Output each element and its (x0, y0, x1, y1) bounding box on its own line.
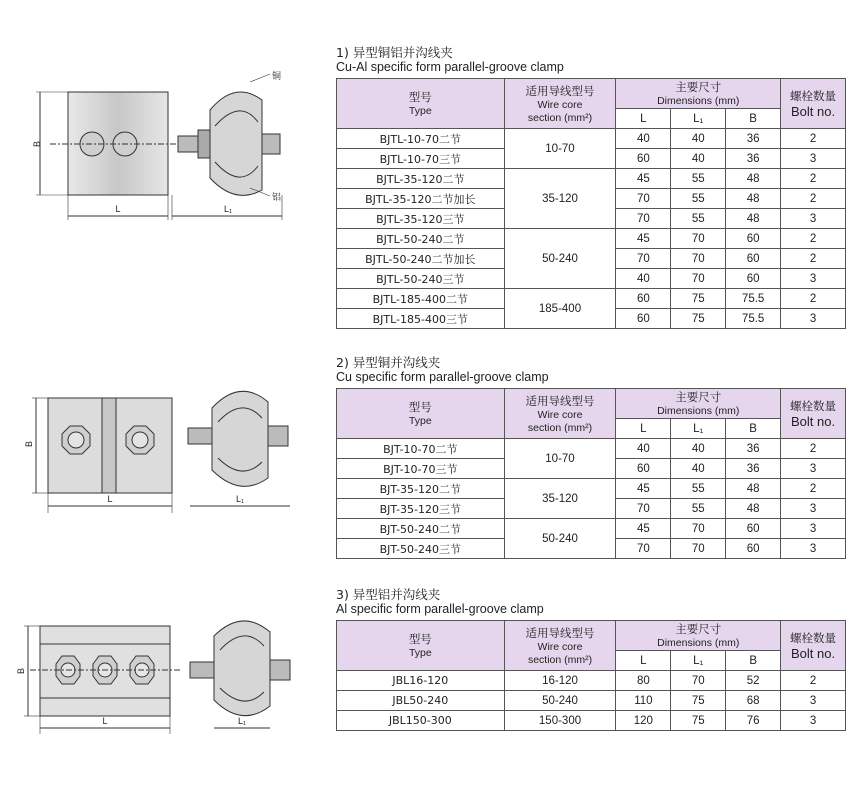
cell-b: 36 (726, 439, 781, 459)
cell-l: 40 (616, 439, 671, 459)
cell-type: BJTL-35-120三节 (337, 209, 505, 229)
section-al (336, 588, 846, 731)
cell-l1: 75 (671, 691, 726, 711)
dim-label-l1: L₁ (223, 204, 233, 214)
dim-label-b: B (16, 667, 26, 675)
header-l1: L₁ (671, 419, 726, 439)
cell-l1: 55 (671, 209, 726, 229)
cell-bolt: 3 (781, 309, 846, 329)
header-bolt: 螺栓数量 Bolt no. (781, 79, 846, 129)
cell-type: BJT-10-70三节 (337, 459, 505, 479)
cell-b: 68 (726, 691, 781, 711)
cell-l1: 55 (671, 189, 726, 209)
cell-bolt: 3 (781, 539, 846, 559)
dim-label-l1: L₁ (237, 716, 247, 726)
cell-bolt: 3 (781, 499, 846, 519)
cell-bolt: 3 (781, 459, 846, 479)
cell-b: 48 (726, 189, 781, 209)
table-row (337, 479, 846, 499)
header-type: 型号 Type (337, 621, 505, 671)
cell-type: BJTL-35-120二节加长 (337, 189, 505, 209)
cell-bolt: 2 (781, 671, 846, 691)
header-dimensions: 主要尺寸 Dimensions (mm) (616, 621, 781, 651)
cell-b: 60 (726, 249, 781, 269)
cell-bolt: 3 (781, 269, 846, 289)
table-row (337, 519, 846, 539)
header-type: 型号 Type (337, 389, 505, 439)
cell-l1: 70 (671, 269, 726, 289)
cell-l1: 40 (671, 149, 726, 169)
cell-type: JBL50-240 (337, 691, 505, 711)
cell-type: BJT-50-240三节 (337, 539, 505, 559)
cell-b: 48 (726, 499, 781, 519)
cell-type: BJT-35-120三节 (337, 499, 505, 519)
cell-bolt: 2 (781, 249, 846, 269)
header-l1: L₁ (671, 651, 726, 671)
cell-bolt: 3 (781, 209, 846, 229)
dim-label-l1: L₁ (235, 494, 245, 504)
dim-label-l: L (107, 494, 113, 504)
cell-bolt: 3 (781, 691, 846, 711)
drawing-cu-al-clamp (0, 70, 330, 230)
cell-wire-section: 50-240 (504, 691, 616, 711)
cell-wire-section: 50-240 (504, 519, 616, 559)
cell-type: BJT-50-240二节 (337, 519, 505, 539)
cell-l: 60 (616, 149, 671, 169)
section-cu-al (336, 46, 846, 329)
cell-l: 45 (616, 169, 671, 189)
cell-wire-section: 10-70 (504, 129, 616, 169)
cell-l: 45 (616, 479, 671, 499)
spec-table (336, 620, 846, 731)
cell-bolt: 3 (781, 149, 846, 169)
copper-label: 铜 (272, 72, 282, 82)
cell-bolt: 2 (781, 189, 846, 209)
cell-wire-section: 16-120 (504, 671, 616, 691)
cell-type: BJTL-50-240二节加长 (337, 249, 505, 269)
cell-type: JBL16-120 (337, 671, 505, 691)
cell-type: BJTL-185-400二节 (337, 289, 505, 309)
cell-l: 60 (616, 289, 671, 309)
cell-l1: 75 (671, 289, 726, 309)
cell-b: 48 (726, 209, 781, 229)
cell-b: 60 (726, 229, 781, 249)
cell-l: 110 (616, 691, 671, 711)
cell-bolt: 3 (781, 519, 846, 539)
cell-type: BJTL-185-400三节 (337, 309, 505, 329)
cell-l: 70 (616, 499, 671, 519)
header-l: L (616, 109, 671, 129)
cell-bolt: 2 (781, 169, 846, 189)
cell-l: 60 (616, 459, 671, 479)
spec-table (336, 78, 846, 329)
cell-l: 40 (616, 129, 671, 149)
cell-l1: 40 (671, 439, 726, 459)
cell-wire-section: 35-120 (504, 169, 616, 229)
section-subtitle: Al specific form parallel-groove clamp (336, 602, 544, 616)
cell-wire-section: 150-300 (504, 711, 616, 731)
cell-wire-section: 10-70 (504, 439, 616, 479)
cell-b: 36 (726, 149, 781, 169)
table-row (337, 289, 846, 309)
cell-wire-section: 50-240 (504, 229, 616, 289)
table-row (337, 439, 846, 459)
cell-l1: 40 (671, 129, 726, 149)
cell-l: 80 (616, 671, 671, 691)
cell-type: BJTL-10-70二节 (337, 129, 505, 149)
cell-bolt: 2 (781, 129, 846, 149)
cell-type: BJTL-10-70三节 (337, 149, 505, 169)
header-bolt: 螺栓数量 Bolt no. (781, 389, 846, 439)
header-bolt: 螺栓数量 Bolt no. (781, 621, 846, 671)
cell-type: BJTL-35-120二节 (337, 169, 505, 189)
cell-b: 52 (726, 671, 781, 691)
cell-l: 70 (616, 249, 671, 269)
cell-type: BJTL-50-240三节 (337, 269, 505, 289)
section-title: 2) 异型铜并沟线夹 (336, 355, 441, 370)
cell-l1: 70 (671, 539, 726, 559)
cell-b: 48 (726, 479, 781, 499)
cell-b: 75.5 (726, 289, 781, 309)
header-l1: L₁ (671, 109, 726, 129)
cell-l: 60 (616, 309, 671, 329)
dim-label-l: L (102, 716, 108, 726)
section-title: 3) 异型铝并沟线夹 (336, 587, 441, 602)
table-row (337, 691, 846, 711)
cell-l1: 70 (671, 519, 726, 539)
cell-l: 45 (616, 229, 671, 249)
aluminum-label: 铝 (272, 193, 282, 203)
drawing-al-clamp (0, 610, 330, 740)
cell-l1: 55 (671, 169, 726, 189)
cell-l: 40 (616, 269, 671, 289)
cell-bolt: 3 (781, 711, 846, 731)
header-l: L (616, 419, 671, 439)
cell-l: 70 (616, 539, 671, 559)
cell-type: BJT-35-120二节 (337, 479, 505, 499)
cell-l1: 70 (671, 229, 726, 249)
table-row (337, 169, 846, 189)
cell-type: BJTL-50-240二节 (337, 229, 505, 249)
cell-l1: 70 (671, 671, 726, 691)
cell-l: 120 (616, 711, 671, 731)
cell-l1: 55 (671, 499, 726, 519)
dim-label-b: B (24, 440, 34, 448)
header-dimensions: 主要尺寸 Dimensions (mm) (616, 389, 781, 419)
cell-bolt: 2 (781, 289, 846, 309)
cell-b: 76 (726, 711, 781, 731)
cell-l1: 75 (671, 309, 726, 329)
section-subtitle: Cu-Al specific form parallel-groove clamp (336, 60, 564, 74)
section-title: 1) 异型铜铝并沟线夹 (336, 45, 453, 60)
cell-l1: 55 (671, 479, 726, 499)
dim-label-b: B (32, 140, 42, 148)
table-row (337, 671, 846, 691)
table-row (337, 129, 846, 149)
cell-type: BJT-10-70二节 (337, 439, 505, 459)
header-l: L (616, 651, 671, 671)
cell-b: 36 (726, 459, 781, 479)
header-wire: 适用导线型号 Wire core section (mm²) (504, 79, 616, 129)
cell-l1: 75 (671, 711, 726, 731)
cell-l1: 70 (671, 249, 726, 269)
dim-label-l: L (115, 204, 121, 214)
spec-table (336, 388, 846, 559)
cell-b: 36 (726, 129, 781, 149)
cell-bolt: 2 (781, 229, 846, 249)
cell-l: 70 (616, 189, 671, 209)
table-row (337, 711, 846, 731)
cell-bolt: 2 (781, 439, 846, 459)
cell-l: 70 (616, 209, 671, 229)
cell-b: 60 (726, 519, 781, 539)
header-dimensions: 主要尺寸 Dimensions (mm) (616, 79, 781, 109)
cell-b: 48 (726, 169, 781, 189)
cell-wire-section: 185-400 (504, 289, 616, 329)
cell-wire-section: 35-120 (504, 479, 616, 519)
header-wire: 适用导线型号 Wire core section (mm²) (504, 389, 616, 439)
cell-l1: 40 (671, 459, 726, 479)
header-b: B (726, 109, 781, 129)
header-wire: 适用导线型号 Wire core section (mm²) (504, 621, 616, 671)
cell-b: 60 (726, 539, 781, 559)
cell-bolt: 2 (781, 479, 846, 499)
cell-l: 45 (616, 519, 671, 539)
header-b: B (726, 419, 781, 439)
section-cu (336, 356, 846, 559)
table-row (337, 229, 846, 249)
drawing-cu-clamp (0, 378, 330, 518)
cell-type: JBL150-300 (337, 711, 505, 731)
header-b: B (726, 651, 781, 671)
header-type: 型号 Type (337, 79, 505, 129)
section-subtitle: Cu specific form parallel-groove clamp (336, 370, 549, 384)
cell-b: 75.5 (726, 309, 781, 329)
cell-b: 60 (726, 269, 781, 289)
